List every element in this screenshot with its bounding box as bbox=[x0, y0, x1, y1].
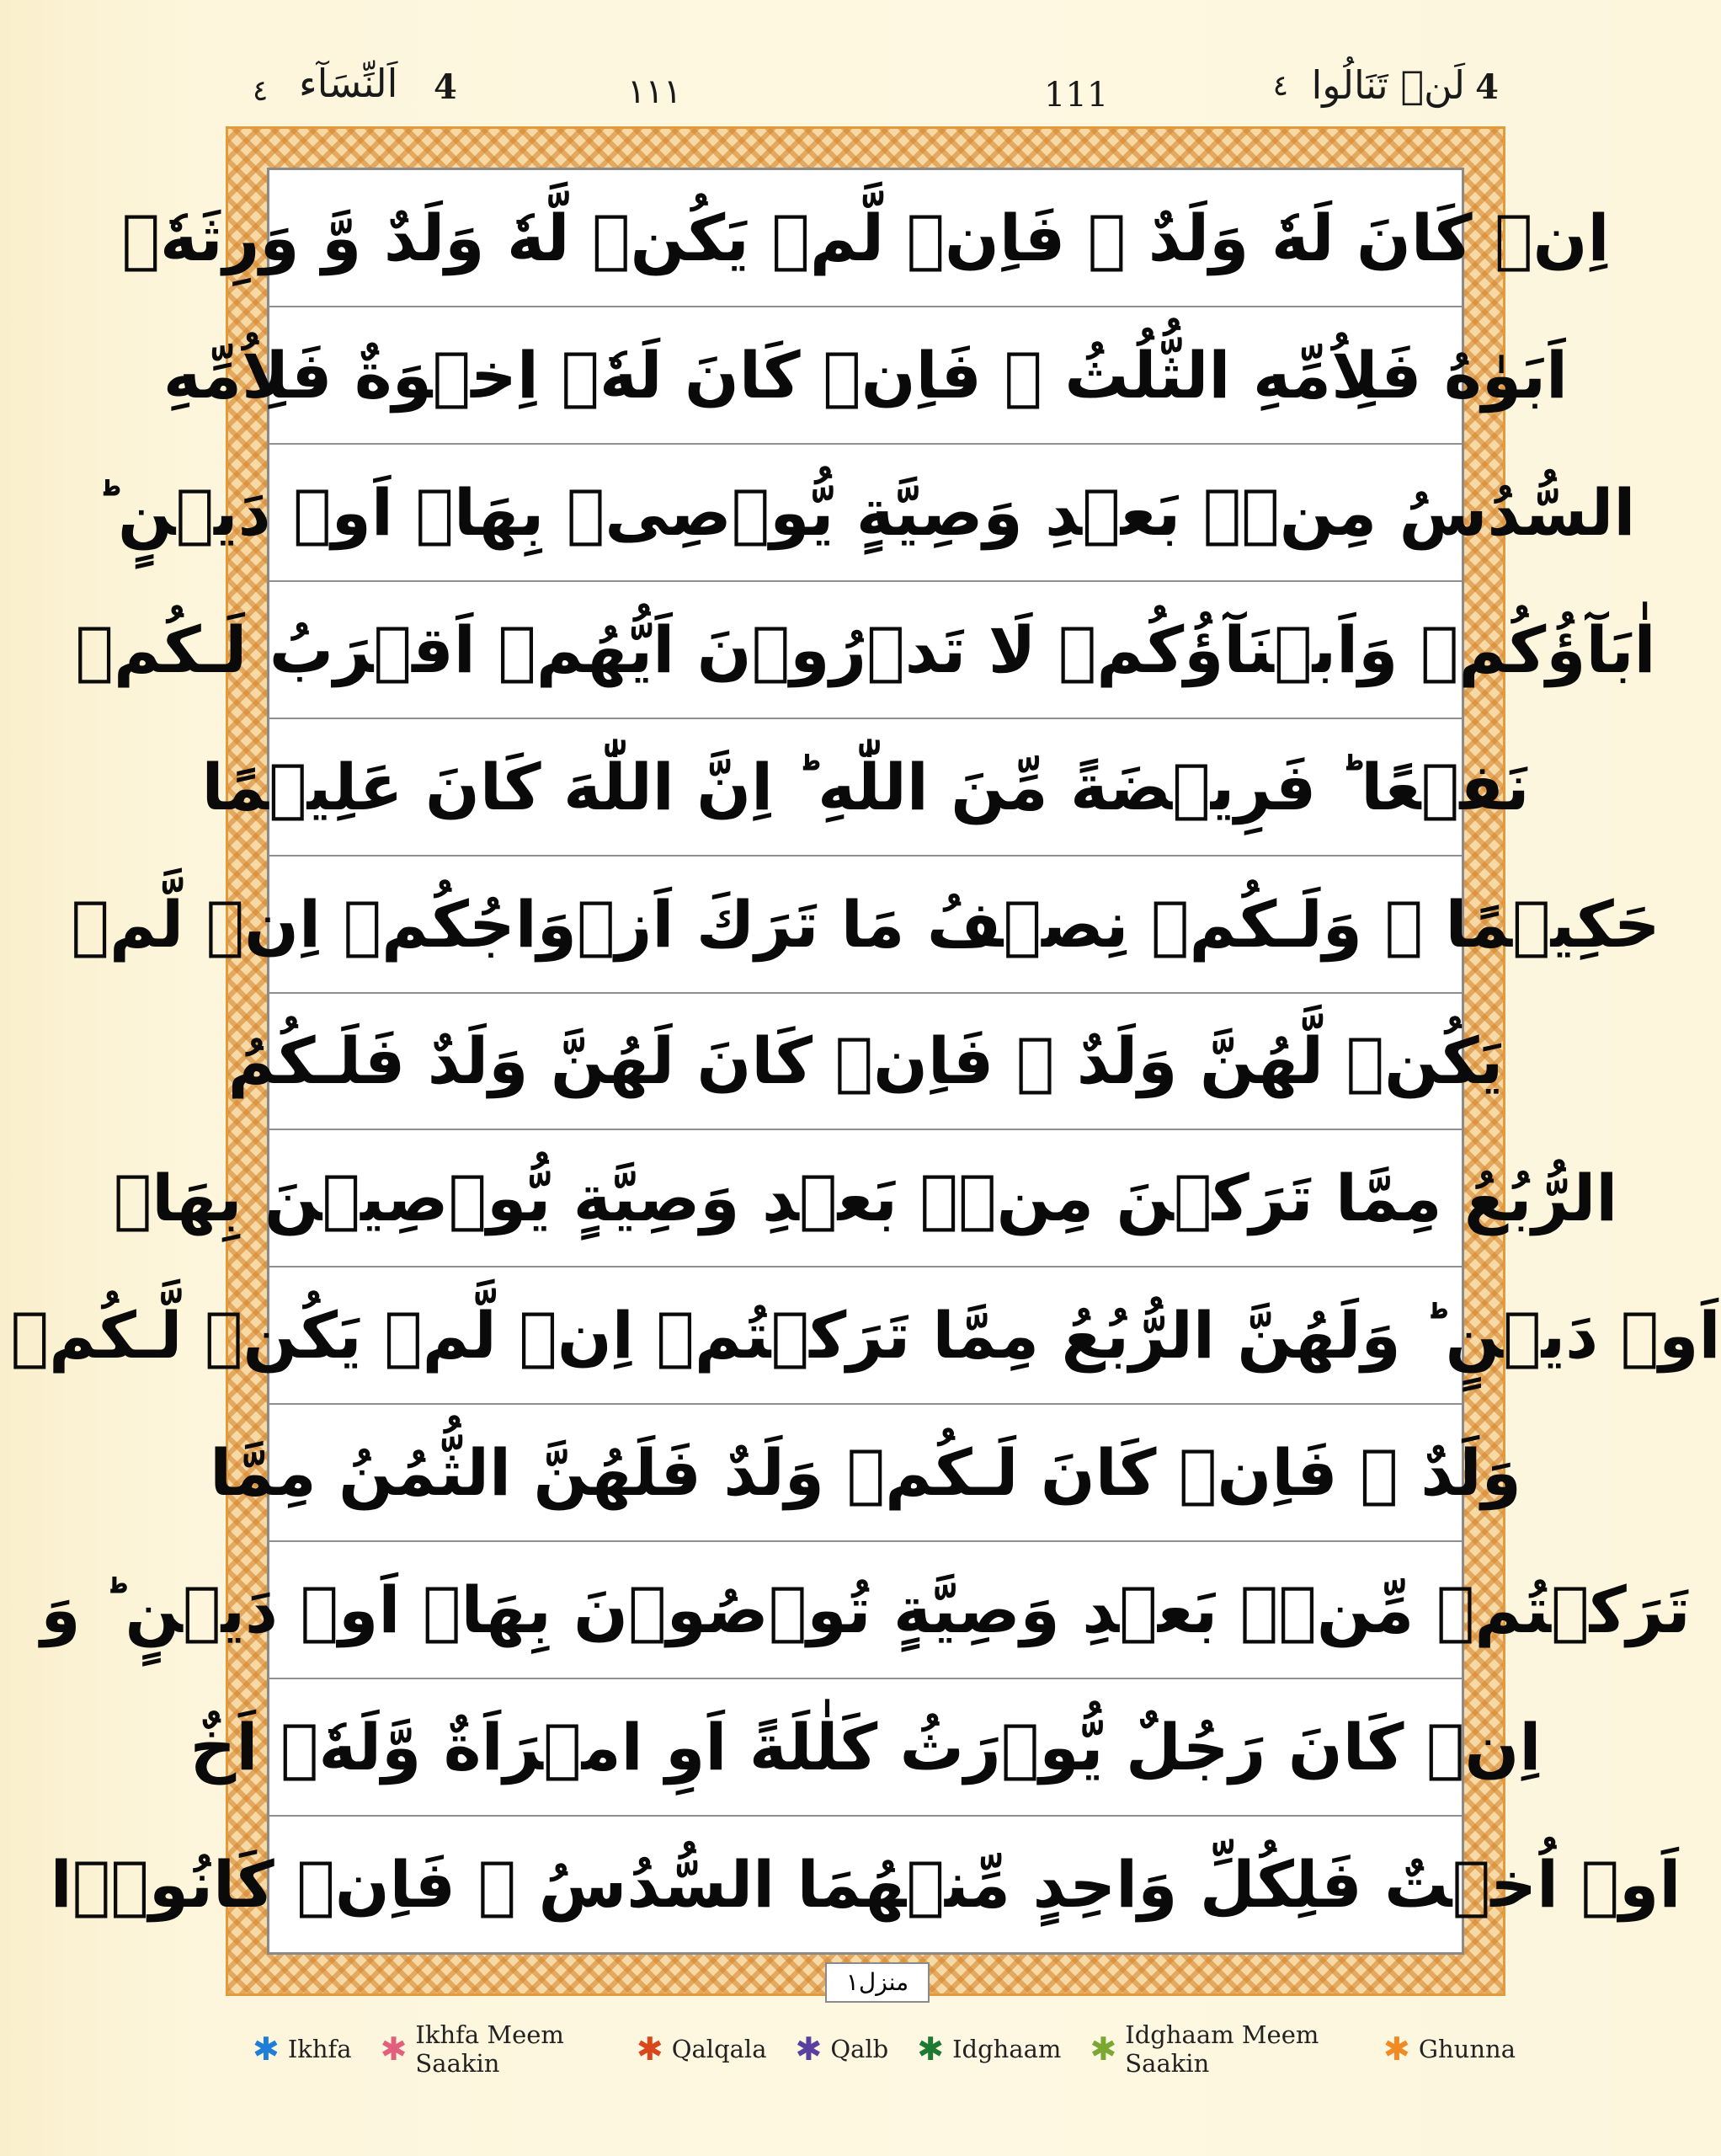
juz-name: لَنۡ تَنَالُوا bbox=[1311, 62, 1465, 108]
juz-number-arabic: ٤ bbox=[1272, 69, 1288, 103]
verse-line: اَبَوٰهُ فَلِاُمِّهِ الثُّلُثُ ۚ فَاِنۡ كَانَ لَهٗۤ اِخۡوَةٌ فَلِاُمِّهِ bbox=[269, 307, 1462, 445]
legend-item-ikhfa bbox=[253, 2031, 352, 2068]
surah-number: 4 bbox=[434, 67, 457, 107]
star-icon: ✱ bbox=[380, 2031, 408, 2068]
verse-line: اَوۡ اُخۡتٌ فَلِكُلِّ وَاحِدٍ مِّنۡهُمَا السُّدُسُ ۚ فَاِنۡ كَانُوۡۤا bbox=[50, 1847, 1681, 1923]
verse-line: نَفۡعًا ؕ فَرِيۡضَةً مِّنَ اللّٰهِ ؕ اِنَّ اللّٰهَ كَانَ عَلِيۡمًا bbox=[269, 719, 1462, 857]
surah-name: اَلنِّسَآء bbox=[299, 61, 398, 106]
verse-line: اَوۡ دَيۡنٍ ؕ وَلَهُنَّ الرُّبُعُ مِمَّا تَرَكۡتُمۡ اِنۡ لَّمۡ يَكُنۡ لَّـكُمۡ bbox=[269, 1267, 1462, 1405]
verse-line: الرُّبُعُ مِمَّا تَرَكۡنَ مِنۡۢ بَعۡدِ وَصِيَّةٍ يُّوۡصِيۡنَ بِهَاۤ bbox=[269, 1130, 1462, 1267]
legend-label: Ikhfa bbox=[287, 2035, 352, 2063]
star-icon: ✱ bbox=[1090, 2031, 1117, 2068]
star-icon: ✱ bbox=[1383, 2031, 1410, 2068]
verse-line: اٰبَآؤُكُمۡ وَاَبۡنَآؤُكُمۡ لَا تَدۡرُوۡنَ اَيُّهُمۡ اَقۡرَبُ لَـكُمۡ bbox=[269, 582, 1462, 719]
legend-label: Qalqala bbox=[671, 2035, 767, 2063]
verse-panel bbox=[10, 168, 1721, 1955]
verse-line: اِنۡ كَانَ لَهٗ وَلَدٌ ۚ فَاِنۡ لَّمۡ يَكُنۡ لَّهٗ وَلَدٌ وَّ وَرِثَهٗۤ bbox=[269, 170, 1462, 307]
juz-number: 4 bbox=[1475, 67, 1499, 107]
legend-label: Ghunna bbox=[1418, 2035, 1516, 2063]
ornamental-border bbox=[10, 126, 1721, 1996]
star-icon: ✱ bbox=[917, 2031, 945, 2068]
page-number-arabic: ١١١ bbox=[627, 72, 682, 111]
surah-number-arabic: ٤ bbox=[253, 74, 269, 108]
legend-item-qalqala bbox=[636, 2031, 767, 2068]
verse-line: السُّدُسُ مِنۡۢ بَعۡدِ وَصِيَّةٍ يُّوۡصِىۡ بِهَاۤ اَوۡ دَيۡنٍ ؕ bbox=[269, 445, 1462, 582]
legend-item-qalb bbox=[795, 2031, 889, 2068]
star-icon: ✱ bbox=[253, 2031, 280, 2068]
star-icon: ✱ bbox=[795, 2031, 823, 2068]
verse-line: وَلَدٌ ۚ فَاِنۡ كَانَ لَـكُمۡ وَلَدٌ فَلَهُنَّ الثُّمُنُ مِمَّا bbox=[269, 1405, 1462, 1542]
verse-line: حَكِيۡمًا ۞ وَلَـكُمۡ نِصۡفُ مَا تَرَكَ اَزۡوَاجُكُمۡ اِنۡ لَّمۡ bbox=[269, 857, 1462, 994]
star-icon: ✱ bbox=[636, 2031, 663, 2068]
legend-label: Ikhfa Meem Saakin bbox=[415, 2020, 564, 2078]
verse-line: اِنۡ كَانَ رَجُلٌ يُّوۡرَثُ كَلٰلَةً اَوِ امۡرَاَةٌ وَّلَهٗۤ اَخٌ bbox=[269, 1679, 1462, 1817]
legend-label: Idghaam Meem Saakin bbox=[1125, 2020, 1319, 2078]
legend-label: Idghaam bbox=[952, 2035, 1062, 2063]
verse-line: تَرَكۡتُمۡ مِّنۡۢ بَعۡدِ وَصِيَّةٍ تُوۡصُوۡنَ بِهَاۤ اَوۡ دَيۡنٍ ؕ وَ bbox=[269, 1542, 1462, 1679]
legend-item-idghaam-meem-saakin bbox=[1090, 2020, 1355, 2078]
page-number: 111 bbox=[1044, 76, 1109, 115]
legend-item-idghaam bbox=[917, 2031, 1062, 2068]
legend-label: Qalb bbox=[830, 2035, 889, 2063]
tajweed-legend bbox=[253, 2020, 1516, 2078]
legend-item-ikhfa-meem-saakin bbox=[381, 2020, 608, 2078]
verse-lines bbox=[10, 170, 1721, 1952]
manzil-label: منزل١ bbox=[825, 1962, 930, 2003]
page-header bbox=[253, 61, 1499, 120]
verse-line: يَكُنۡ لَّهُنَّ وَلَدٌ ۚ فَاِنۡ كَانَ لَهُنَّ وَلَدٌ فَلَـكُمُ bbox=[269, 994, 1462, 1131]
legend-item-ghunna bbox=[1383, 2031, 1516, 2068]
